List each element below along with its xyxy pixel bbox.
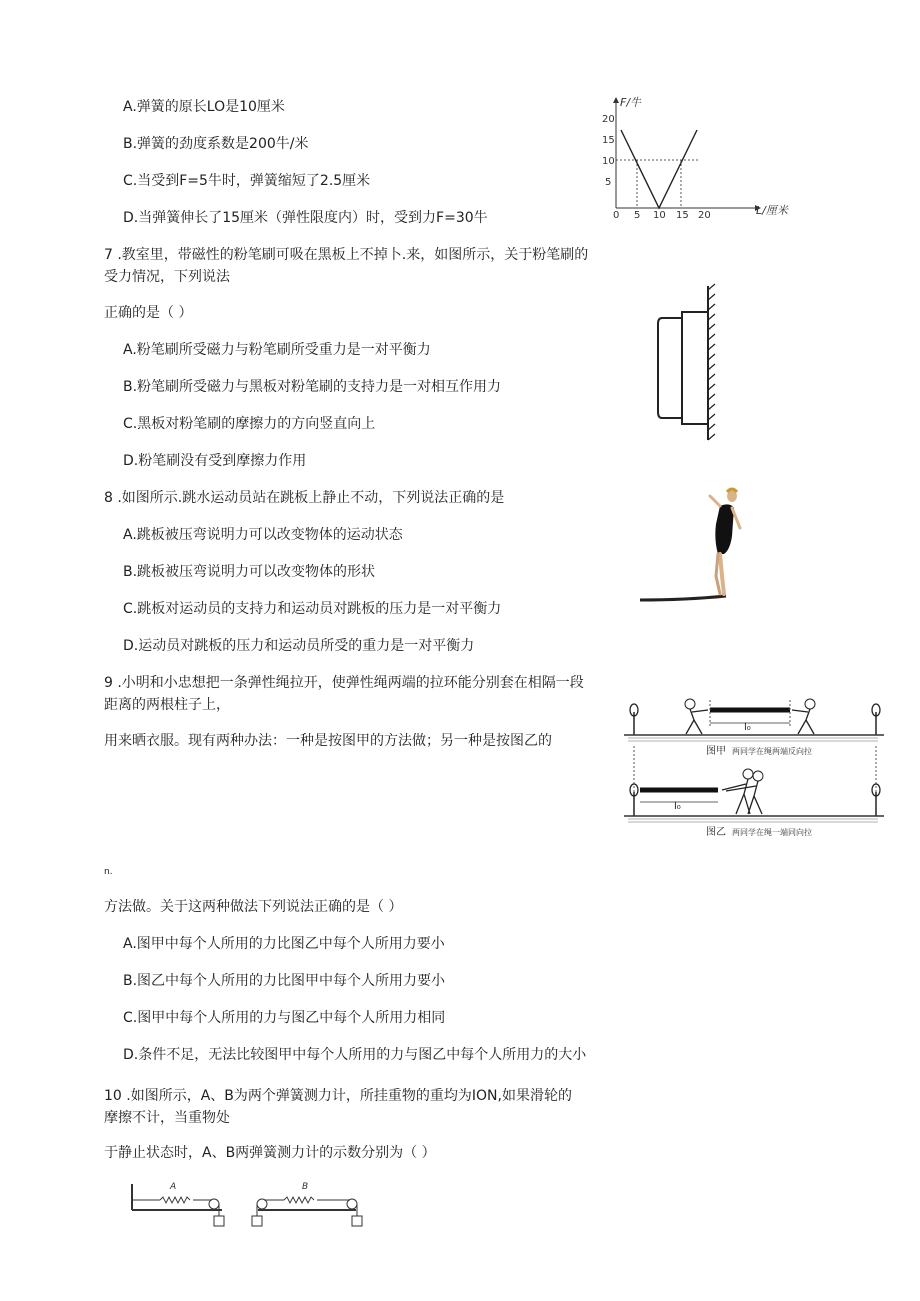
person-left <box>686 709 708 734</box>
graph-xtick: 10 <box>653 210 666 221</box>
diver-arm <box>710 496 720 506</box>
caption-yi-title: 图乙 <box>706 827 726 838</box>
q8-option-a: A.跳板被压弯说明力可以改变物体的运动状态 <box>123 527 403 543</box>
label-a: A <box>170 1182 177 1192</box>
label-l0: l₀ <box>744 722 751 733</box>
graph-xtick: 5 <box>634 210 641 221</box>
spring-coil <box>160 1197 190 1203</box>
person-front <box>722 779 750 814</box>
q7-option-c: C.黑板对粉笔刷的摩擦力的方向竖直向上 <box>123 416 376 432</box>
q6-option-b: B.弹簧的劲度系数是200牛/米 <box>123 136 309 152</box>
caption-jia: 两同学在绳两端反向拉 <box>732 747 812 756</box>
person-head <box>685 699 695 709</box>
ground-hatching <box>628 738 878 741</box>
graph-ytick: 20 <box>602 114 615 125</box>
q9-stray-mark: n. <box>104 867 113 877</box>
q9-option-d: D.条件不足，无法比较图甲中每个人所用的力与图乙中每个人所用力的大小 <box>123 1047 587 1063</box>
graph-xtick: 20 <box>698 210 711 221</box>
diving-board <box>640 596 726 600</box>
q8-option-b: B.跳板被压弯说明力可以改变物体的形状 <box>123 564 376 580</box>
spring-force-graph <box>598 92 798 222</box>
q7-option-b: B.粉笔刷所受磁力与黑板对粉笔刷的支持力是一对相互作用力 <box>123 379 502 395</box>
weight <box>252 1216 262 1226</box>
setup-b <box>252 1182 362 1226</box>
q10-stem-line3: 于静止状态时，A、B两弹簧测力计的示数分别为（ ） <box>104 1145 436 1161</box>
ground-hatching <box>628 819 878 822</box>
q6-option-d: D.当弹簧伸长了15厘米（弹性限度内）时，受到力F=30牛 <box>123 210 488 226</box>
q9-stem-line1: 9 .小明和小忠想把一条弹性绳拉开，使弹性绳两端的拉环能分别套在相隔一段 <box>104 675 584 691</box>
person-head <box>743 769 753 779</box>
q9-stem-line4: 方法做。关于这两种做法下列说法正确的是（ ） <box>104 899 403 915</box>
q9-stem-line3: 用来晒衣服。现有两种办法：一种是按图甲的方法做；另一种是按图乙的 <box>104 733 552 749</box>
q9-option-c: C.图甲中每个人所用的力与图乙中每个人所用力相同 <box>123 1010 446 1026</box>
chalk-eraser-figure <box>650 282 720 444</box>
weight <box>214 1216 224 1226</box>
q9-option-b: B.图乙中每个人所用的力比图甲中每个人所用力要小 <box>123 973 446 989</box>
pulley <box>347 1199 357 1209</box>
spring-coil <box>284 1197 314 1203</box>
diver-figure <box>636 484 746 608</box>
q8-option-c: C.跳板对运动员的支持力和运动员对跳板的压力是一对平衡力 <box>123 601 502 617</box>
elastic-rope-figure <box>618 690 888 842</box>
graph-x-label: L/厘米 <box>756 204 788 217</box>
q6-option-a: A.弹簧的原长LO是10厘米 <box>123 99 285 115</box>
q8-stem: 8 .如图所示.跳水运动员站在跳板上静止不动，下列说法正确的是 <box>104 490 505 506</box>
graph-xtick: 15 <box>676 210 689 221</box>
graph-ytick: 15 <box>602 135 615 146</box>
eraser-handle <box>658 318 682 418</box>
q10-stem-line1: 10 .如图所示，A、B为两个弹簧测力计，所挂重物的重均为ION,如果滑轮的 <box>104 1088 572 1104</box>
q9-option-a: A.图甲中每个人所用的力比图乙中每个人所用力要小 <box>123 936 445 952</box>
q7-option-a: A.粉笔刷所受磁力与粉笔刷所受重力是一对平衡力 <box>123 342 431 358</box>
weight <box>352 1216 362 1226</box>
pulley <box>209 1199 219 1209</box>
q8-option-d: D.运动员对跳板的压力和运动员所受的重力是一对平衡力 <box>123 638 475 654</box>
graph-xtick: 0 <box>613 210 620 221</box>
q6-option-c: C.当受到F=5牛时，弹簧缩短了2.5厘米 <box>123 173 371 189</box>
spring-scale-figure <box>126 1178 372 1230</box>
person-right <box>792 709 814 734</box>
setup-a <box>132 1182 224 1226</box>
diver-swimsuit <box>715 504 734 554</box>
caption-yi: 两同学在绳一端同向拉 <box>732 828 812 837</box>
q7-option-d: D.粉笔刷没有受到摩擦力作用 <box>123 453 307 469</box>
q10-stem-line2: 摩擦不计，当重物处 <box>104 1110 230 1126</box>
label-b: B <box>302 1182 309 1192</box>
figure-yi <box>624 769 884 838</box>
q7-stem-line2: 受力情况，下列说法 <box>104 269 230 285</box>
q9-stem-line2: 距离的两根柱子上， <box>104 697 230 713</box>
label-l0: l₀ <box>674 801 681 812</box>
person-back <box>726 781 762 814</box>
graph-ytick: 10 <box>602 156 615 167</box>
q7-stem-line3: 正确的是（ ） <box>104 305 193 321</box>
graph-y-label: F/牛 <box>620 96 642 109</box>
wall-hatching <box>708 284 715 440</box>
diver-legs <box>720 554 724 594</box>
person-head <box>805 699 815 709</box>
caption-jia-title: 图甲 <box>706 746 726 757</box>
figure-jia <box>624 699 884 757</box>
graph-ytick: 5 <box>605 177 612 188</box>
person-head <box>753 771 763 781</box>
q7-stem-line1: 7 .教室里，带磁性的粉笔刷可吸在黑板上不掉卜.来，如图所示，关于粉笔刷的 <box>104 247 589 263</box>
graph-force-curve <box>621 130 697 208</box>
eraser-pad <box>682 312 708 424</box>
